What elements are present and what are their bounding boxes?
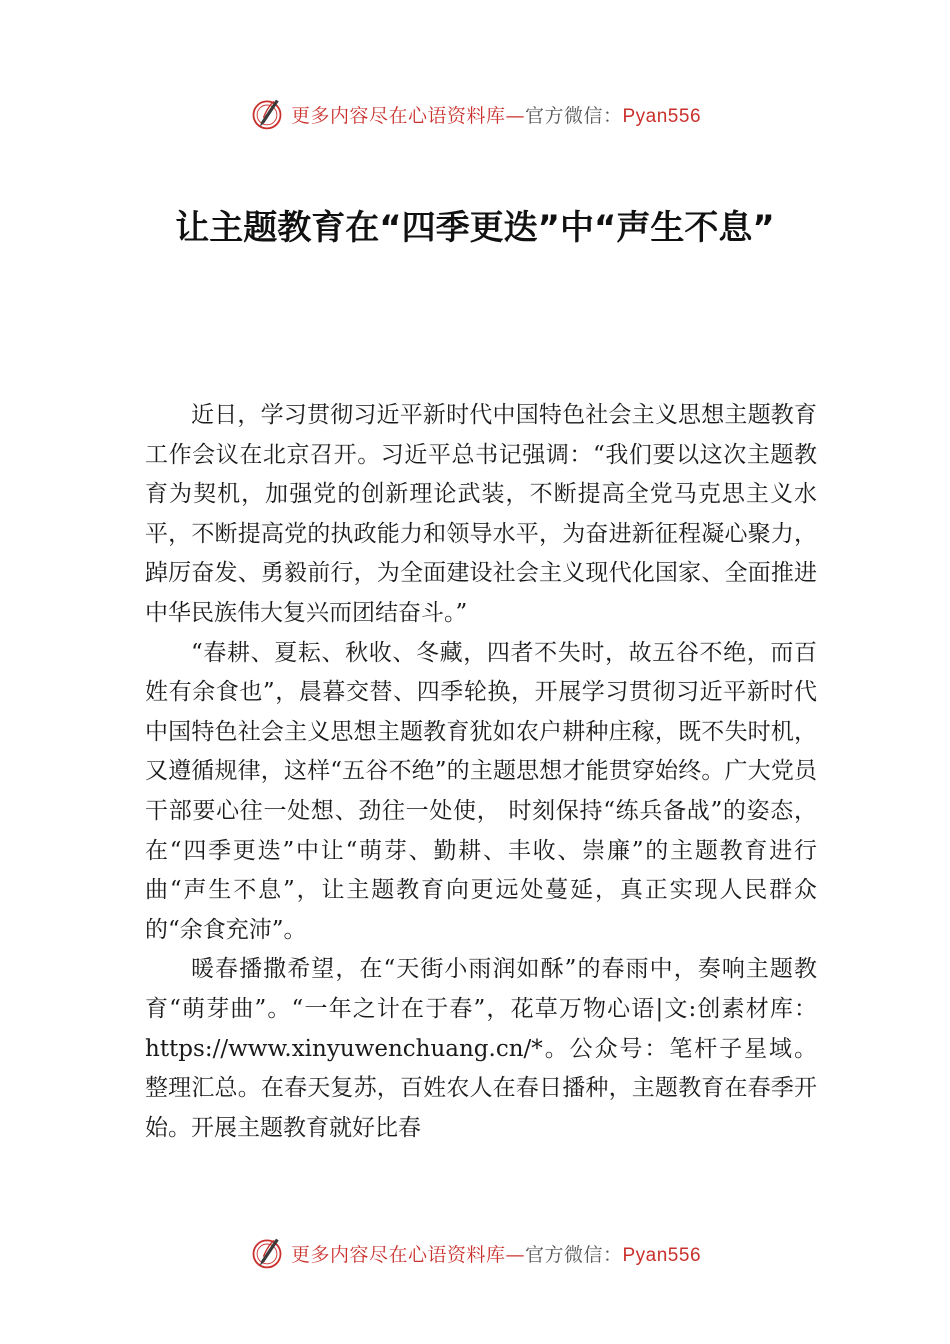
header-wechat-label: 官方微信： [524,104,623,127]
header-wechat-id: Pyan556 [622,105,702,127]
footer-banner-text [291,1240,701,1267]
paragraph-2: “春耕、夏耘、秋收、冬藏，四者不失时，故五谷不绝，而百姓有余食也”，晨暮交替、四季轮换，开展学习贯彻习近平新时代中国特色社会主义思想主题教育犹如农户耕种庄稼，既不失时机，又遵循规律，这样“五谷不绝”的主题思想才能贯穿始终。广大党员干部要心往一处想、劲往一处使， 时刻保持“练兵备战”的姿态，在“四季更迭”中让“萌芽、勤耕、丰收、崇廉”的主题教育进行曲“声生不息”，让主题教育向更远处蔓延，真正实现人民群众的“余食充沛”。 [145,639,817,943]
document-body [145,396,817,1148]
header-banner [0,94,950,134]
footer-banner-main: 更多内容尽在心语资料库 [290,1243,506,1266]
footer-banner-separator: — [505,1243,525,1266]
paragraph-1: 近日，学习贯彻习近平新时代中国特色社会主义思想主题教育工作会议在北京召开。习近平总书记强调：“我们要以这次主题教育为契机，加强党的创新理论武装，不断提高全党马克思主义水平，不断提高党的执政能力和领导水平，为奋进新征程凝心聚力，踔厉奋发、勇毅前行，为全面建设社会主义现代化国家、全面推进中华民族伟大复兴而团结奋斗。” [145,402,817,626]
header-banner-separator: — [505,104,525,127]
header-banner-main: 更多内容尽在心语资料库 [290,104,506,127]
footer-banner [0,1233,950,1273]
paragraph-3: 暖春播撒希望，在“天街小雨润如酥”的春雨中，奏响主题教育“萌芽曲”。“一年之计在于春”，花草万物心语|文:创素材库：https://www.xinyuwenchuang.cn/*。公众号：笔杆子星域。整理汇总。在春天复苏，百姓农人在春日播种，主题教育在春季开始。开展主题教育就好比春 [145,956,817,1141]
footer-wechat-id: Pyan556 [622,1244,702,1266]
quill-pen-logo-icon [249,96,285,132]
quill-pen-logo-icon [249,1235,285,1271]
document-title: 让主题教育在“四季更迭”中“声生不息” [175,208,775,248]
footer-wechat-label: 官方微信： [524,1243,623,1266]
header-banner-text [291,101,701,128]
